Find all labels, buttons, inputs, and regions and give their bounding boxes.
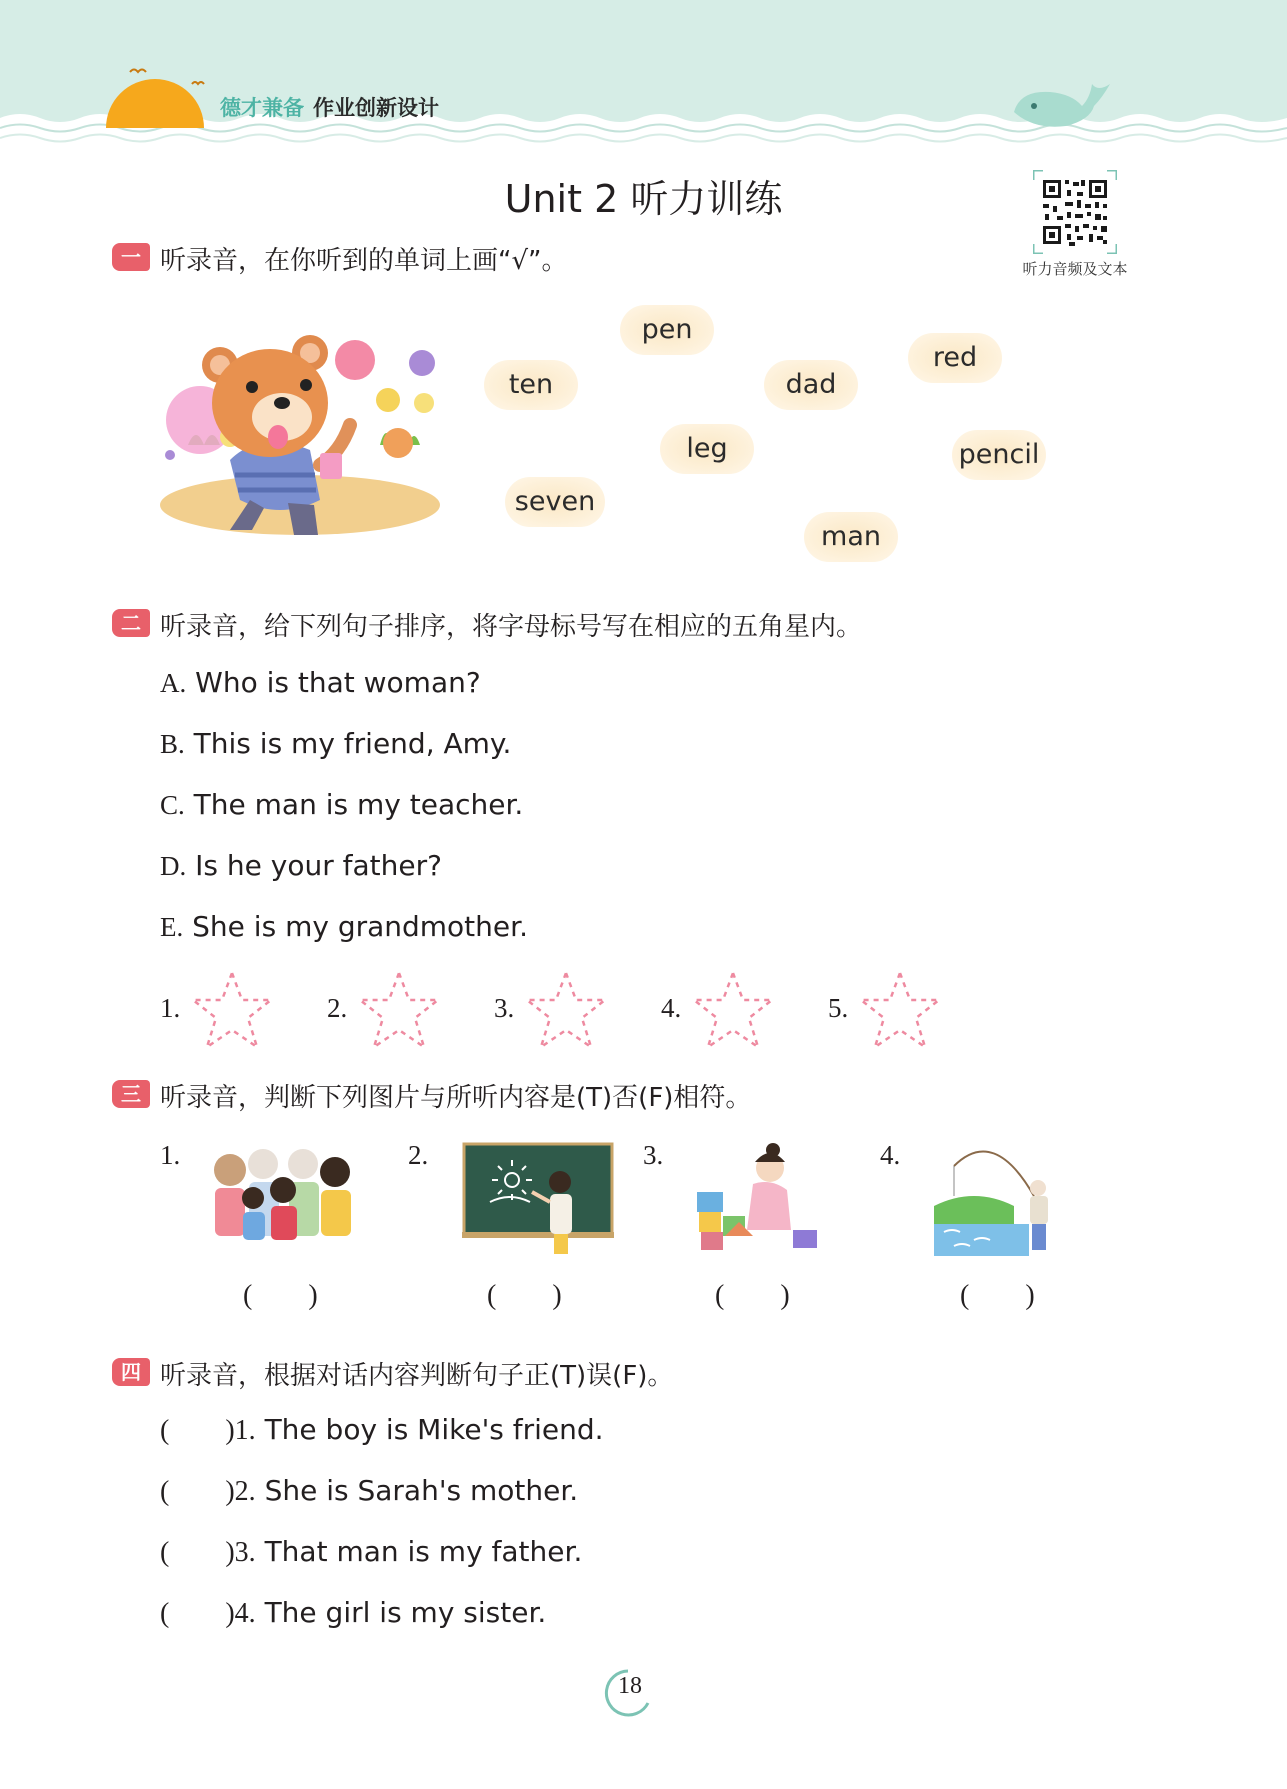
star-answer-box-2[interactable] [357,970,441,1050]
true-false-item-3 [160,1535,582,1569]
answer-blank[interactable]: ( ) [160,1537,235,1568]
brand-name-colored: 德才兼备 [220,96,304,120]
picture-number-3: 3. [643,1140,664,1170]
sentence-letter: B. [160,729,185,759]
star-answer-box-1[interactable] [190,970,274,1050]
sentence-letter: E. [160,912,184,942]
star-number-2: 2. [327,993,348,1023]
sentence-b [160,727,511,760]
star-answer-box-5[interactable] [858,970,942,1050]
qr-caption: 听力音频及文本 [1022,260,1128,278]
word-bubble-seven[interactable]: seven [505,477,605,527]
sentence-a [160,666,481,699]
star-answer-box-3[interactable] [524,970,608,1050]
picture-answer-blank-4[interactable]: ( ) [960,1280,1035,1311]
section-2-badge: 二 [112,609,150,637]
sentence-letter: D. [160,851,187,881]
true-false-item-4 [160,1596,546,1630]
page-number: 18 [618,1673,642,1699]
word-bubble-pencil[interactable]: pencil [952,430,1046,480]
picture-answer-blank-1[interactable]: ( ) [243,1280,318,1311]
word-bubble-dad[interactable]: dad [764,360,858,410]
section-2-instruction: 听录音，给下列句子排序，将字母标号写在相应的五角星内。 [160,612,863,642]
whale-icon [1010,76,1114,132]
item-number: 2. [234,1476,256,1507]
section-3-instruction: 听录音，判断下列图片与所听内容是(T)否(F)相符。 [160,1083,752,1113]
answer-blank[interactable]: ( ) [160,1476,235,1507]
word-bubble-leg[interactable]: leg [660,424,754,474]
sentence-d [160,849,442,882]
sentence-text: She is my grandmother. [192,910,528,943]
qr-code[interactable] [1033,170,1117,254]
word-bubble-man[interactable]: man [804,512,898,562]
answer-blank[interactable]: ( ) [160,1598,235,1629]
page-title: Unit 2 听力训练 [504,177,783,221]
sentence-letter: A. [160,668,187,698]
section-4-instruction: 听录音，根据对话内容判断句子正(T)误(F)。 [160,1361,674,1391]
item-number: 4. [234,1598,256,1629]
word-bubble-ten[interactable]: ten [484,360,578,410]
star-number-4: 4. [661,993,682,1023]
girl-with-blocks-picture [695,1140,825,1255]
item-text: The boy is Mike's friend. [264,1413,604,1446]
sentence-text: The man is my teacher. [193,788,524,821]
picture-number-1: 1. [160,1140,181,1170]
sentence-text: This is my friend, Amy. [193,727,512,760]
star-number-5: 5. [828,993,849,1023]
section-3-badge: 三 [112,1080,150,1108]
teacher-at-blackboard-picture [462,1142,614,1257]
word-bubble-pen[interactable]: pen [620,305,714,355]
item-number: 3. [234,1537,256,1568]
sun-icon [100,58,210,130]
section-1-instruction: 听录音，在你听到的单词上画“√”。 [160,246,568,276]
sentence-text: Who is that woman? [195,666,481,699]
star-answer-box-4[interactable] [691,970,775,1050]
man-fishing-picture [934,1136,1059,1256]
answer-blank[interactable]: ( ) [160,1415,235,1446]
sentence-text: Is he your father? [195,849,442,882]
item-text: That man is my father. [264,1535,583,1568]
sentence-letter: C. [160,790,185,820]
sentence-e [160,910,528,943]
section-1-badge: 一 [112,243,150,271]
brand-name-dark: 作业创新设计 [313,96,439,120]
picture-number-2: 2. [408,1140,429,1170]
section-4-badge: 四 [112,1358,150,1386]
item-text: She is Sarah's mother. [264,1474,579,1507]
picture-answer-blank-3[interactable]: ( ) [715,1280,790,1311]
true-false-item-1 [160,1413,604,1447]
sentence-c [160,788,523,821]
word-bubble-red[interactable]: red [908,333,1002,383]
true-false-item-2 [160,1474,578,1508]
family-group-picture [205,1142,357,1250]
item-text: The girl is my sister. [264,1596,547,1629]
picture-number-4: 4. [880,1140,901,1170]
star-number-1: 1. [160,993,181,1023]
picture-answer-blank-2[interactable]: ( ) [487,1280,562,1311]
star-number-3: 3. [494,993,515,1023]
item-number: 1. [234,1415,256,1446]
bear-blowing-bubbles-illustration [160,325,455,540]
